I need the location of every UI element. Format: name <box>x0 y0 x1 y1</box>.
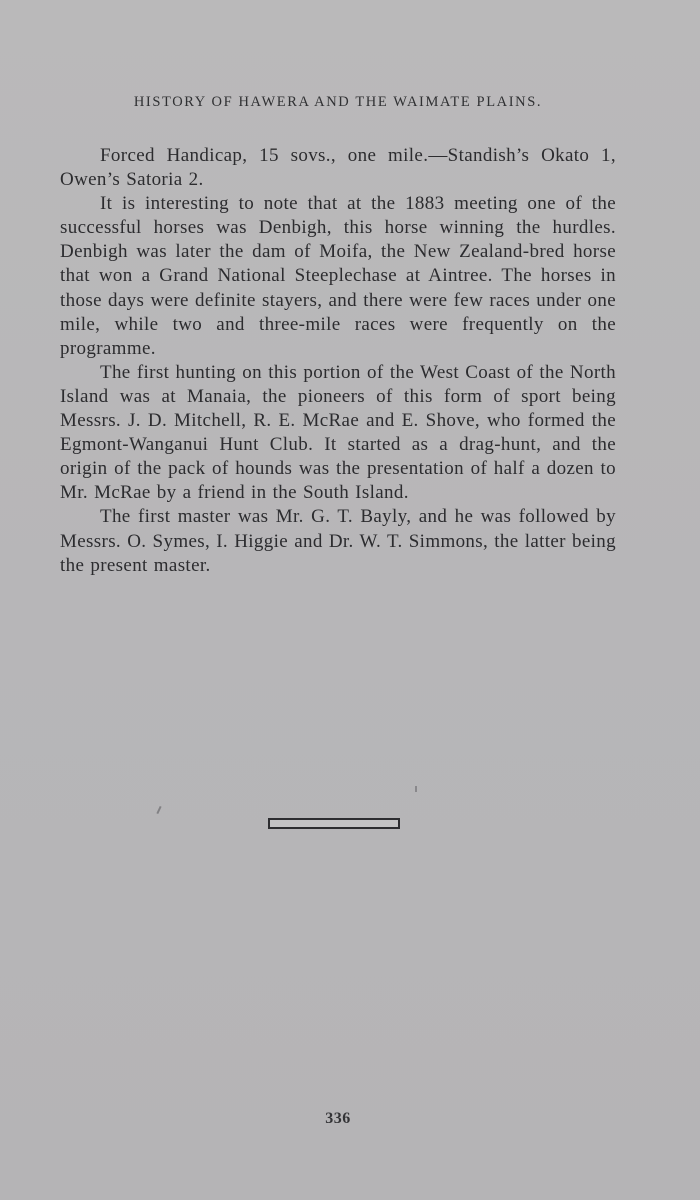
paragraph: It is interesting to note that at the 1883 meeting one of the successful horses was Denbigh, this horse winning the hurdles. Denbigh was later the dam of Moifa, the New Zealand-bred horse that won a Grand National Steeplechase at Aintree. The horses in those days were definite stayers, and there were few races under one mile, while two and three-mile races were frequently on the programme. <box>60 193 616 359</box>
section-divider-ornament <box>268 818 400 829</box>
body-text <box>60 144 616 578</box>
paragraph: The first master was Mr. G. T. Bayly, and he was followed by Messrs. O. Symes, I. Higgie and Dr. W. T. Simmons, the latter being the present master. <box>60 506 616 576</box>
page-number: 336 <box>325 1110 351 1127</box>
stray-ink-mark <box>156 806 161 814</box>
running-head: HISTORY OF HAWERA AND THE WAIMATE PLAINS. <box>133 94 543 110</box>
paragraph: The first hunting on this portion of the West Coast of the North Island was at Manaia, the pioneers of this form of sport being Messrs. J. D. Mitchell, R. E. McRae and E. Shove, who formed the Egmont-Wanganui Hunt Club. It started as a drag-hunt, and the origin of the pack of hounds was the presentation of half a dozen to Mr. McRae by a friend in the South Island. <box>60 361 616 504</box>
stray-ink-mark <box>415 786 417 792</box>
paragraph: Forced Handicap, 15 sovs., one mile.—Standish’s Okato 1, Owen’s Satoria 2. <box>60 145 616 191</box>
